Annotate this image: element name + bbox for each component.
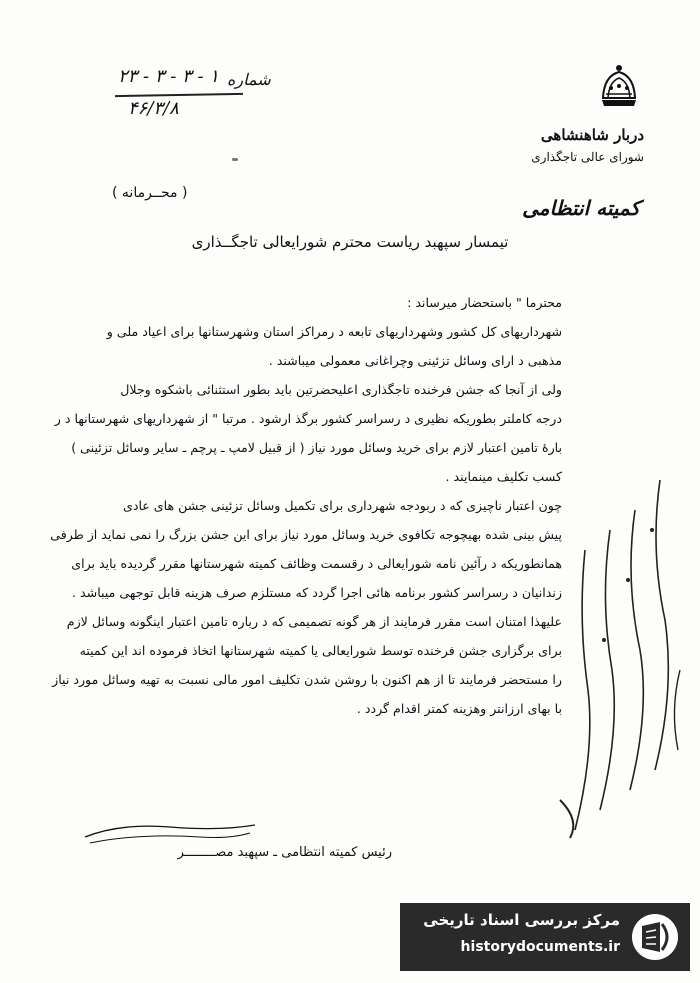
- letter-body: [40, 288, 562, 723]
- body-line: کسب تکلیف مینمایند .: [445, 469, 562, 484]
- letter-number: ۲۳ - ۳ - ۳ - ۱: [118, 66, 219, 87]
- body-line: ولی از آنجا که جشن فرخنده تاجگذاری اعلیحضرتین باید بطور استثنائی باشکوه وجلال: [120, 382, 562, 397]
- confidential-stamp: ( محــرمانه ): [112, 185, 188, 201]
- body-line: بارهٔ تامین اعتبار لازم برای خرید وسائل مورد نیاز ( از قبیل لامپ ـ پرچم ـ سایر وسائل تزئینی ): [71, 440, 562, 455]
- body-line: زندانیان د رسراسر کشور برنامه هائی اجرا گردد که مستلزم صرف هزینه قابل توجهی میباشد .: [72, 585, 562, 600]
- body-line: با بهای ارزانتر وهزینه کمتر اقدام گردد .: [356, 701, 562, 716]
- letter-date: ۴۶/۳/۸: [128, 98, 179, 119]
- ink-speck: [232, 158, 238, 161]
- signature-line: رئیس کمیته انتظامی ـ سپهبد مصــــــــر: [177, 845, 392, 860]
- number-label: شماره: [227, 70, 271, 89]
- addressee-line: تیمسار سپهبد ریاست محترم شورایعالی تاجگــذاری: [191, 233, 509, 251]
- margin-handwriting-icon: [540, 470, 690, 840]
- body-line: پیش بینی شده بهیچوجه تکافوی خرید وسائل مورد نیاز برای این جشن بزرگ را نمی نماید از طرفی: [50, 527, 562, 542]
- archive-title: مرکز بررسی اسناد تاریخی: [423, 911, 620, 929]
- archive-logo-icon: [630, 912, 680, 962]
- archive-watermark: [400, 903, 690, 971]
- court-heading: دربار شاهنشاهی: [540, 126, 644, 144]
- body-line: درجه کاملتر بطوریکه نظیری د رسراسر کشور برگذ ارشود . مرتبا " از شهرداریهای شهرستانها د ر: [54, 411, 562, 426]
- crown-emblem-icon: [598, 62, 640, 108]
- salutation: محترما " باستحضار میرساند :: [407, 295, 562, 310]
- body-line: شهرداریهای کل کشور وشهرداریهای تابعه د رمراکز استان وشهرستانها برای اعیاد ملی و: [106, 324, 562, 339]
- number-divider: [115, 93, 243, 97]
- body-line: علیهذا امتنان است مقرر فرمایند از هر گونه تصمیمی که د رباره تامین اعتبار اینگونه وسائل لازم: [66, 614, 562, 629]
- council-heading: شورای عالی تاجگذاری: [531, 150, 644, 164]
- body-line: همانطوریکه د رآئین نامه شورایعالی د رقسمت وظائف کمیته شهرستانها مقرر گردیده باید برای: [71, 556, 562, 571]
- body-line: چون اعتبار ناچیزی که د ربودجه شهرداری برای تکمیل وسائل تزئینی جشن های عادی: [122, 498, 562, 513]
- committee-heading: کمیته انتظامی: [522, 196, 640, 220]
- body-line: را مستحضر فرمایند تا از هم اکنون با روشن شدن تکلیف امور مالی نسبت به تهیه وسائل مورد نیاز: [52, 672, 562, 687]
- body-line: برای برگزاری جشن فرخنده توسط شورایعالی یا کمیته شهرستانها اتخاذ فرموده اند این کمیته: [79, 643, 562, 658]
- body-line: مذهبی د ارای وسائل تزئینی وچراغانی معمولی میباشند .: [268, 353, 562, 368]
- archive-url: historydocuments.ir: [460, 939, 620, 955]
